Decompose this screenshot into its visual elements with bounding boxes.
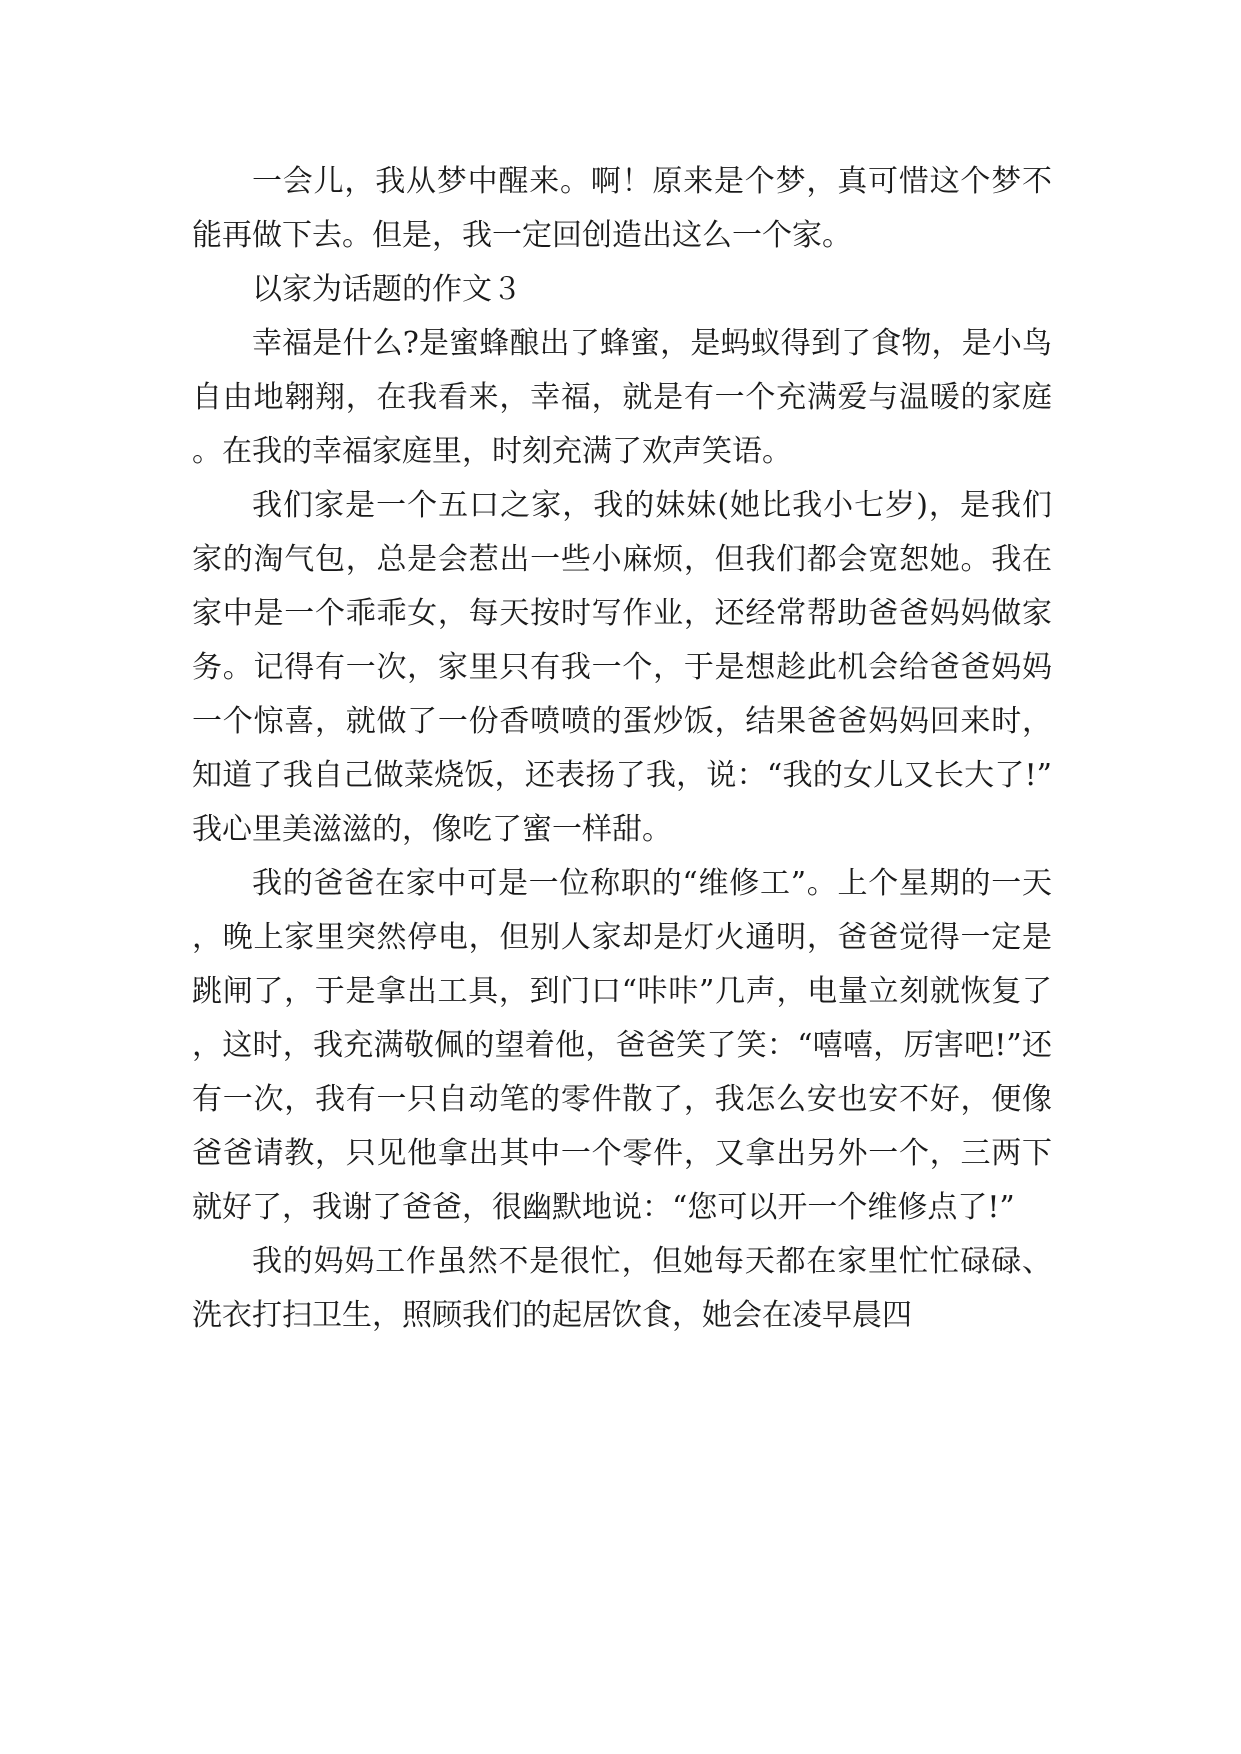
essay-heading: 以家为话题的作文３: [252, 272, 522, 307]
paragraph-dream-ending: 一会儿，我从梦中醒来。啊！原来是个梦，真可惜这个梦不能再做下去。但是，我一定回创造出这么一个家。: [192, 164, 1052, 253]
paragraph-happiness: 幸福是什么?是蜜蜂酿出了蜂蜜，是蚂蚁得到了食物，是小鸟自由地翱翔，在我看来，幸福，就是有一个充满爱与温暖的家庭。在我的幸福家庭里，时刻充满了欢声笑语。: [192, 326, 1052, 469]
document-page: [192, 155, 1052, 1343]
paragraph-family-sister: 我们家是一个五口之家，我的妹妹(她比我小七岁)，是我们家的淘气包，总是会惹出一些小麻烦，但我们都会宽恕她。我在家中是一个乖乖女，每天按时写作业，还经常帮助爸爸妈妈做家务。记得有一次，家里只有我一个，于是想趁此机会给爸爸妈妈一个惊喜，就做了一份香喷喷的蛋炒饭，结果爸爸妈妈回来时，知道了我自己做菜烧饭，还表扬了我，说：“我的女儿又长大了!”我心里美滋滋的，像吃了蜜一样甜。: [192, 488, 1052, 847]
paragraph-mother: 我的妈妈工作虽然不是很忙，但她每天都在家里忙忙碌碌、洗衣打扫卫生，照顾我们的起居饮食，她会在凌早晨四: [192, 1244, 1052, 1333]
paragraph-father: 我的爸爸在家中可是一位称职的“维修工”。上个星期的一天，晚上家里突然停电，但别人家却是灯火通明，爸爸觉得一定是跳闸了，于是拿出工具，到门口“咔咔”几声，电量立刻就恢复了，这时，我充满敬佩的望着他，爸爸笑了笑：“嘻嘻，厉害吧!”还有一次，我有一只自动笔的零件散了，我怎么安也安不好，便像爸爸请教，只见他拿出其中一个零件，又拿出另外一个，三两下就好了，我谢了爸爸，很幽默地说：“您可以开一个维修点了!”: [192, 866, 1052, 1225]
